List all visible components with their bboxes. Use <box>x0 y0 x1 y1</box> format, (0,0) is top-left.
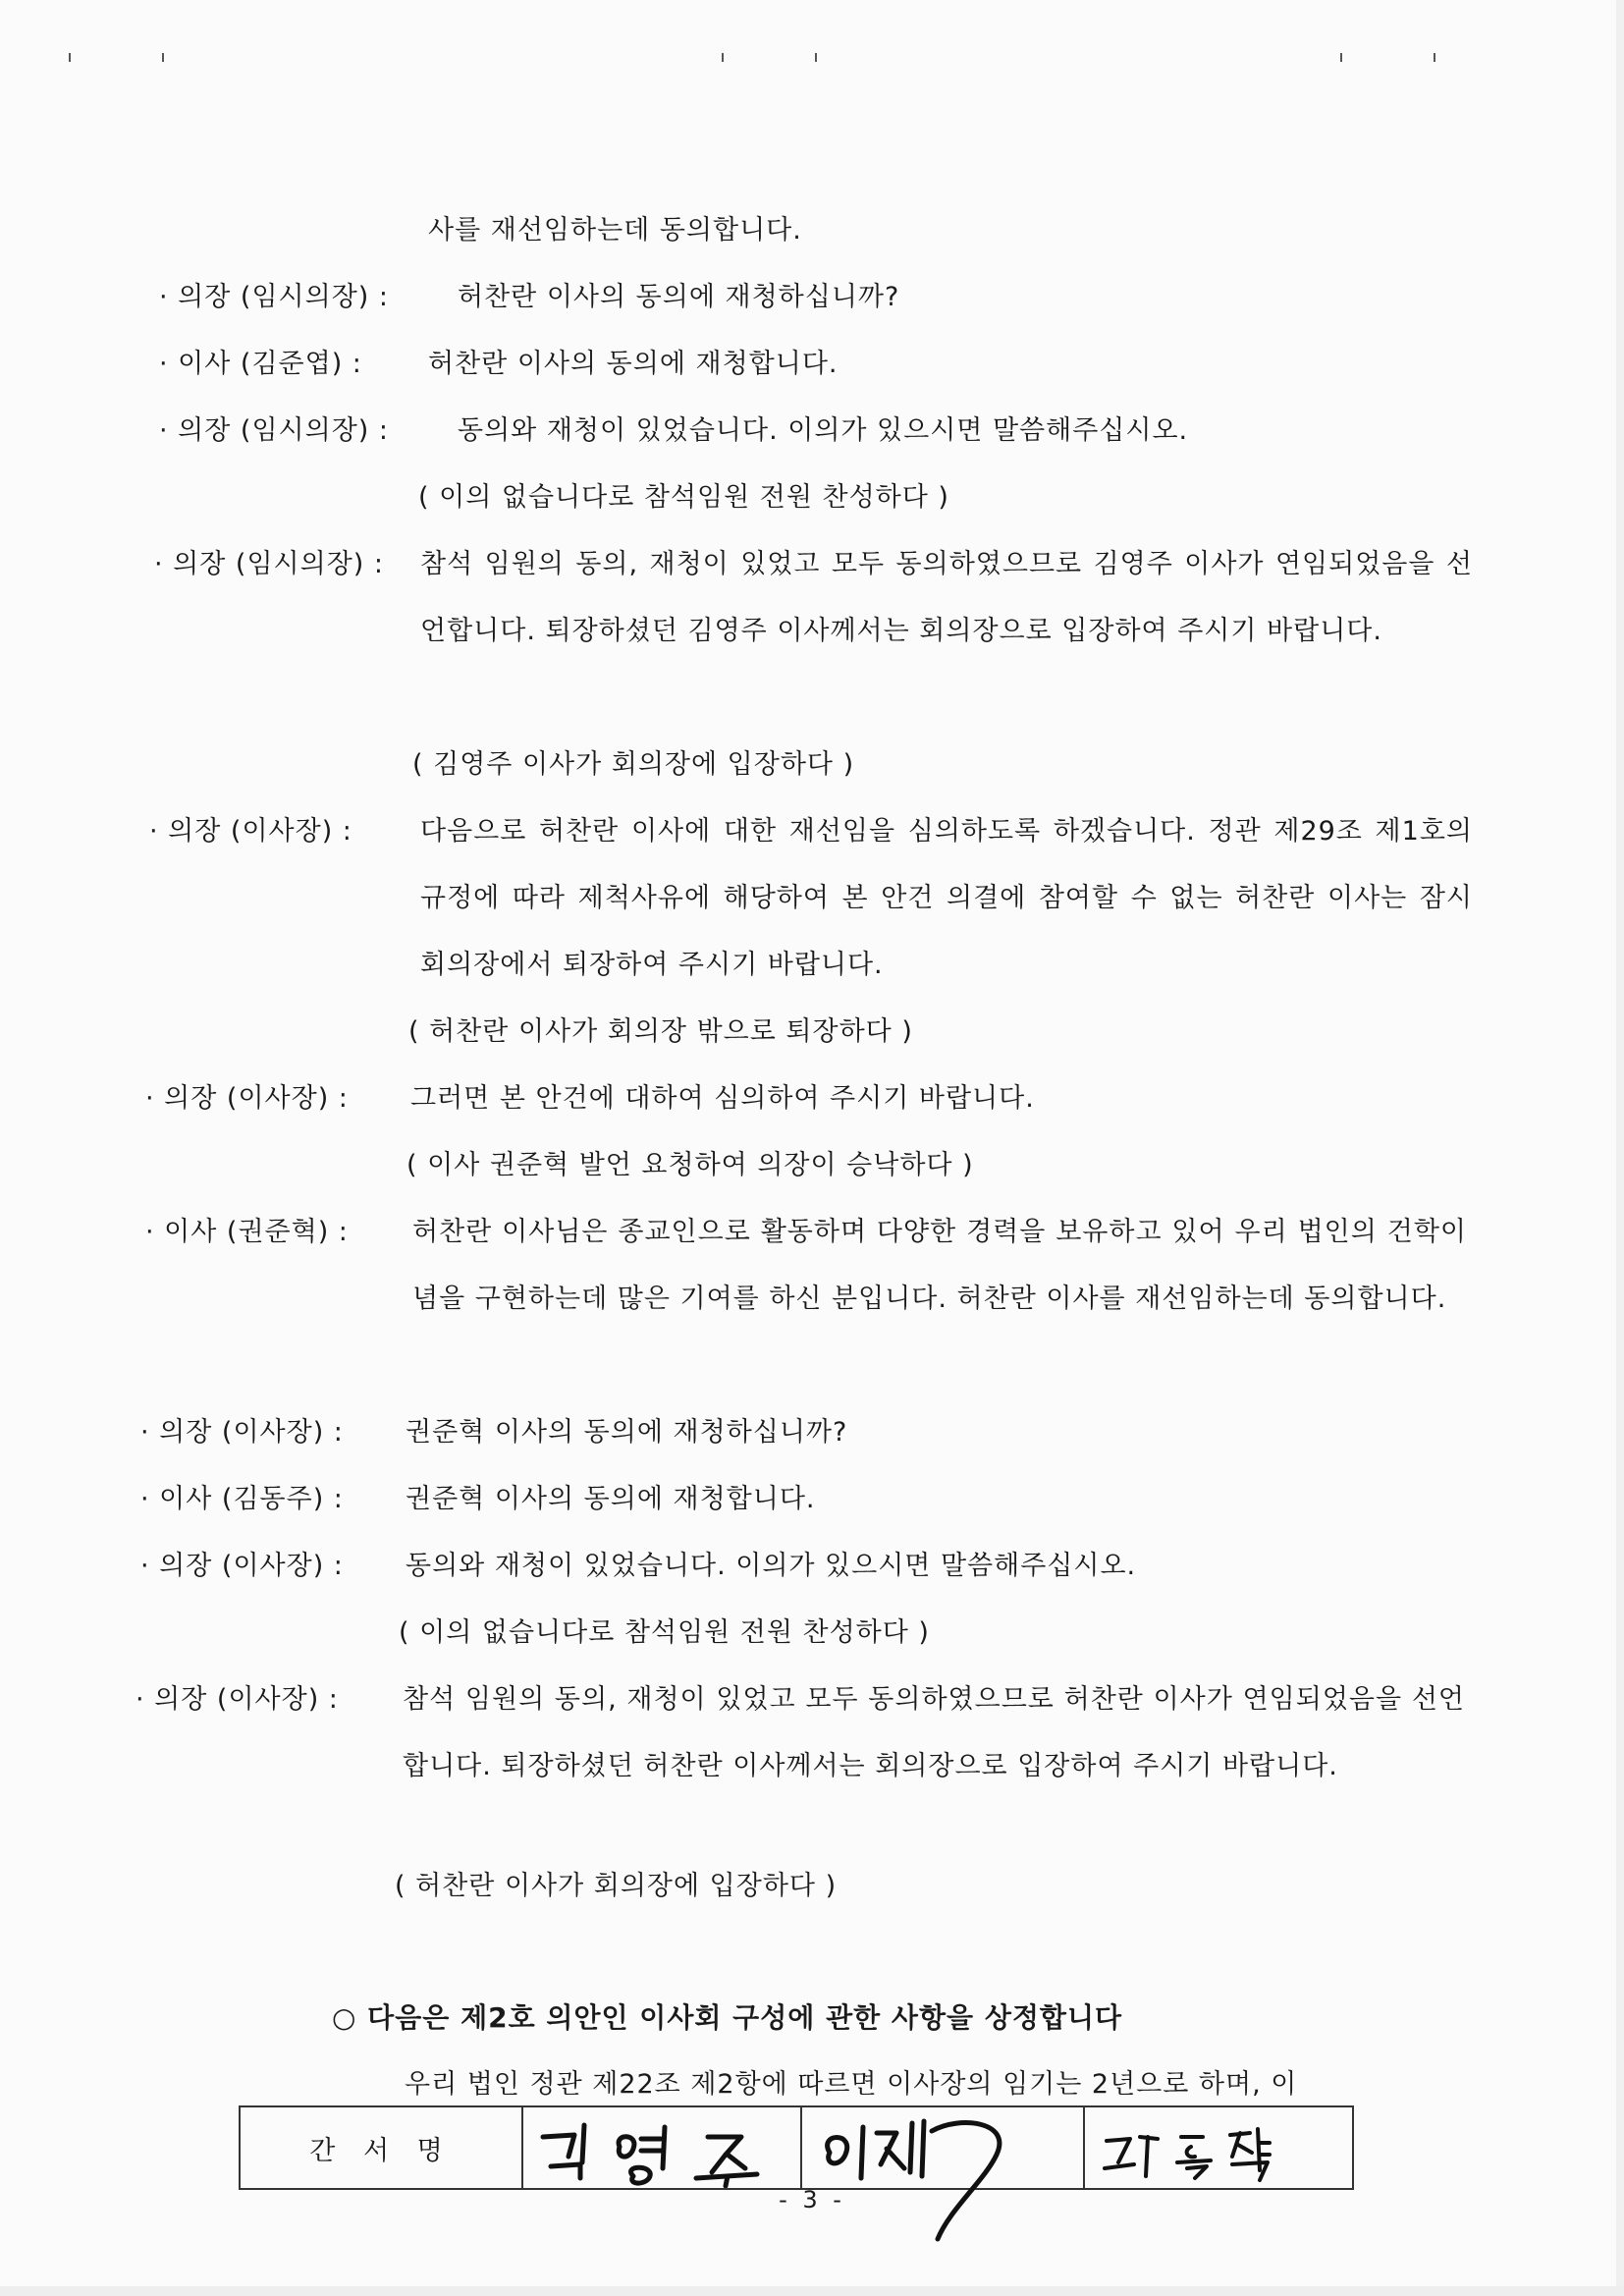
proceeding-note: ( 이의 없습니다로 참석임원 전원 찬성하다 ) <box>418 482 949 513</box>
paragraph-text: 우리 법인 정관 제22조 제2항에 따르면 이사장의 임기는 2년으로 하며, 이 <box>405 2069 1298 2100</box>
speech-text: 허찬란 이사님은 종교인으로 활동하며 다양한 경력을 보유하고 있어 우리 법인의 건학이념을 구현하는데 많은 기여를 하신 분입니다. 허찬란 이사를 재선임하는데 동의합니다. <box>412 1217 1467 1314</box>
punch-mark <box>69 53 71 62</box>
speaker-label: · 이사 (김동주) : <box>140 1484 344 1514</box>
signature-kwon-junhyuk <box>1085 2107 1350 2188</box>
speaker-label: · 의장 (임시의장) : <box>159 282 389 312</box>
page-number: - 3 - <box>779 2186 845 2214</box>
punch-mark <box>1340 53 1342 62</box>
proceeding-note: ( 이의 없습니다로 참석임원 전원 찬성하다 ) <box>399 1617 930 1648</box>
speech-text: 허찬란 이사의 동의에 재청합니다. <box>428 349 839 379</box>
signature-table <box>239 2105 1354 2190</box>
speech-text: 권준혁 이사의 동의에 재청하십니까? <box>406 1417 848 1448</box>
scan-edge <box>1616 0 1624 2296</box>
signature-cell <box>802 2107 1085 2188</box>
speech-text: 동의와 재청이 있었습니다. 이의가 있으시면 말씀해주십시오. <box>406 1551 1137 1581</box>
speech-text: 그러면 본 안건에 대하여 심의하여 주시기 바랍니다. <box>410 1083 1035 1114</box>
speaker-label: · 의장 (임시의장) : <box>159 415 389 446</box>
speaker-label: · 의장 (이사장) : <box>135 1684 339 1715</box>
speech-text: 허찬란 이사의 동의에 재청하십니까? <box>458 282 900 312</box>
proceeding-note: ( 김영주 이사가 회의장에 입장하다 ) <box>412 749 855 780</box>
agenda-heading: ○ 다음은 제2호 의안인 이사회 구성에 관한 사항을 상정합니다 <box>332 2001 1123 2034</box>
proceeding-note: ( 이사 권준혁 발언 요청하여 의장이 승낙하다 ) <box>406 1150 974 1180</box>
speech-text: 동의와 재청이 있었습니다. 이의가 있으시면 말씀해주십시오. <box>458 415 1189 446</box>
speaker-label: · 의장 (이사장) : <box>145 1083 349 1114</box>
speaker-label: · 이사 (김준엽) : <box>159 349 362 379</box>
punch-mark <box>162 53 164 62</box>
signature-label: 간 서 명 <box>241 2107 523 2188</box>
punch-mark <box>815 53 817 62</box>
speaker-label: · 의장 (이사장) : <box>140 1551 344 1581</box>
signature-kim-youngju <box>523 2107 800 2188</box>
speaker-label: · 의장 (이사장) : <box>140 1417 344 1448</box>
speech-text: 권준혁 이사의 동의에 재청합니다. <box>406 1484 816 1514</box>
minutes-line: 사를 재선임하는데 동의합니다. <box>428 215 802 246</box>
proceeding-note: ( 허찬란 이사가 회의장 밖으로 퇴장하다 ) <box>408 1016 913 1047</box>
speaker-label: · 이사 (권준혁) : <box>145 1217 349 1247</box>
speaker-label: · 의장 (임시의장) : <box>154 549 384 579</box>
proceeding-note: ( 허찬란 이사가 회의장에 입장하다 ) <box>395 1871 838 1901</box>
punch-mark <box>722 53 724 62</box>
punch-mark <box>1434 53 1435 62</box>
signature-chair <box>802 2107 1083 2188</box>
speech-text: 참석 임원의 동의, 재청이 있었고 모두 동의하였으므로 김영주 이사가 연임되었음을 선언합니다. 퇴장하셨던 김영주 이사께서는 회의장으로 입장하여 주시기 바랍니다. <box>420 549 1473 646</box>
scan-bottom-edge <box>0 2286 1624 2296</box>
signature-cell <box>523 2107 802 2188</box>
signature-cell <box>1085 2107 1352 2188</box>
speaker-label: · 의장 (이사장) : <box>149 816 352 847</box>
speech-text: 다음으로 허찬란 이사에 대한 재선임을 심의하도록 하겠습니다. 정관 제29조 제1호의 규정에 따라 제척사유에 해당하여 본 안건 의결에 참여할 수 없는 허찬란 이사는 잠시 회의장에서 퇴장하여 주시기 바랍니다. <box>420 816 1473 980</box>
speech-text: 참석 임원의 동의, 재청이 있었고 모두 동의하였으므로 허찬란 이사가 연임되었음을 선언합니다. 퇴장하셨던 허찬란 이사께서는 회의장으로 입장하여 주시기 바랍니다. <box>403 1684 1465 1781</box>
